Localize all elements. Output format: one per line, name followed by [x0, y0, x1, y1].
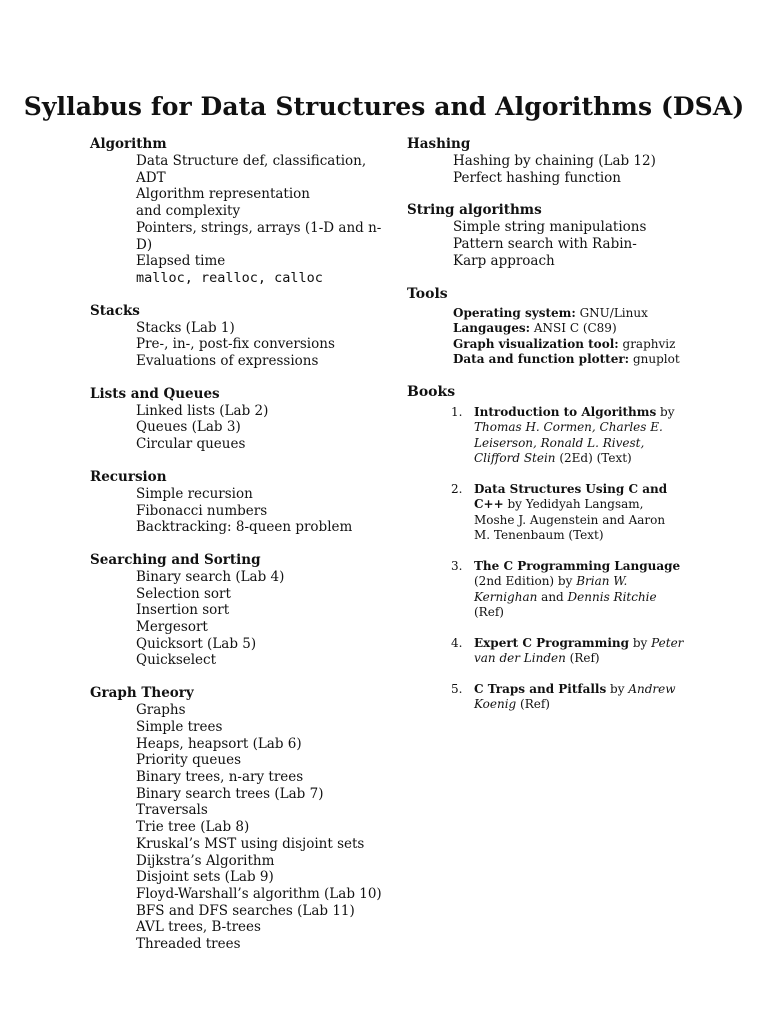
tool-label: Data and function plotter: — [453, 352, 630, 367]
topic-item: Pre-, in-, post-fix conversions — [136, 336, 335, 353]
section-heading: Stacks — [90, 302, 140, 319]
topic-item: Elapsed time — [136, 253, 226, 270]
book-number: 5. — [451, 681, 463, 696]
book-title: The C Programming Language — [474, 558, 681, 573]
topic-item: Queues (Lab 3) — [136, 419, 241, 436]
section-searching-sorting — [90, 552, 390, 669]
section-algorithm — [90, 136, 390, 287]
topic-list — [90, 569, 390, 669]
section-graph-theory — [90, 685, 390, 953]
topic-item: Threaded trees — [136, 936, 241, 953]
topic-item: Kruskal’s MST using disjoint sets — [136, 835, 365, 852]
topic-list — [90, 403, 390, 453]
topic-item: Simple recursion — [136, 485, 253, 502]
book-note: (Ref) — [565, 651, 600, 666]
topic-item: Perfect hashing function — [453, 169, 622, 186]
section-heading: Searching and Sorting — [90, 551, 261, 568]
book-item — [407, 559, 684, 621]
book-authors: Thomas H. Cormen, Charles E. Leiserson, Ronald L. Rivest, Clifford Stein — [474, 420, 663, 466]
book-by: (2nd Edition) by — [474, 574, 577, 589]
tool-label: Operating system: — [453, 305, 576, 320]
book-by: by — [606, 681, 629, 696]
book-authors: Dennis Ritchie — [567, 589, 657, 604]
book-note: Yedidyah Langsam, Moshe J. Augenstein and Aaron M. Tenenbaum (Text) — [474, 497, 666, 543]
tool-label: Langauges: — [453, 321, 531, 336]
book-item — [407, 405, 684, 467]
topic-item: Simple string manipulations — [453, 219, 647, 236]
section-hashing — [407, 136, 697, 186]
book-number: 4. — [451, 635, 463, 650]
tool-item — [453, 306, 697, 322]
book-item — [407, 482, 684, 544]
topic-item: Priority queues — [136, 752, 242, 769]
section-heading: Algorithm — [90, 136, 167, 152]
book-authors: Andrew Koenig — [474, 681, 676, 712]
tool-value: ANSI C (C89) — [533, 321, 617, 336]
tool-item — [453, 337, 697, 353]
topic-item: Backtracking: 8-queen problem — [136, 519, 353, 536]
topic-item: Binary search trees (Lab 7) — [136, 785, 324, 802]
topic-item: Data Structure def, classification, ADT — [136, 153, 367, 186]
topic-list — [90, 320, 390, 370]
book-number: 1. — [451, 404, 463, 419]
topic-item: Linked lists (Lab 2) — [136, 402, 269, 419]
book-note: (Ref) — [474, 605, 504, 620]
topic-item: Fibonacci numbers — [136, 502, 268, 519]
topic-item: malloc, realloc, calloc — [136, 269, 323, 286]
topic-item: Binary search (Lab 4) — [136, 568, 285, 585]
section-tools — [407, 286, 697, 368]
section-heading: Lists and Queues — [90, 385, 220, 402]
book-title: C Traps and Pitfalls — [474, 681, 607, 696]
book-list — [407, 405, 697, 713]
topic-item: Trie tree (Lab 8) — [136, 819, 250, 836]
topic-list — [407, 153, 697, 186]
book-title: Expert C Programming — [474, 635, 630, 650]
topic-item: Algorithm representation and complexity — [136, 186, 310, 220]
section-lists-queues — [90, 386, 390, 453]
book-authors: Peter van der Linden — [474, 635, 684, 666]
book-item — [407, 636, 684, 667]
right-column — [407, 136, 697, 729]
topic-item: Hashing by chaining (Lab 12) — [453, 153, 656, 169]
section-books — [407, 384, 697, 713]
section-stacks — [90, 303, 390, 370]
section-string-algorithms — [407, 202, 697, 269]
section-heading: Books — [407, 383, 456, 400]
topic-item: Pattern search with Rabin-Karp approach — [453, 236, 637, 269]
book-authors: Brian W. Kernighan — [474, 574, 628, 604]
topic-item: Disjoint sets (Lab 9) — [136, 869, 274, 886]
tool-value: gnuplot — [632, 352, 680, 367]
book-title: Introduction to Algorithms — [474, 404, 657, 419]
topic-item: AVL trees, B-trees — [136, 919, 261, 936]
topic-item: Mergesort — [136, 619, 208, 636]
topic-list — [90, 486, 390, 536]
tool-value: GNU/Linux — [579, 305, 648, 320]
book-by: by — [656, 404, 675, 419]
topic-item: Circular queues — [136, 436, 246, 453]
book-note: (Ref) — [516, 697, 550, 712]
topic-item: Floyd-Warshall’s algorithm (Lab 10) — [136, 885, 382, 902]
section-heading: Hashing — [407, 136, 471, 152]
topic-list — [90, 153, 390, 287]
book-number: 2. — [451, 481, 463, 496]
book-title: Data Structures Using C and C++ — [474, 481, 668, 512]
book-by: by — [629, 635, 652, 650]
topic-item: Simple trees — [136, 718, 223, 735]
topic-item: Evaluations of expressions — [136, 353, 319, 370]
book-by: by — [503, 497, 526, 512]
book-number: 3. — [451, 558, 463, 573]
topic-item: Quickselect — [136, 652, 217, 669]
topic-item: Pointers, strings, arrays (1-D and n-D) — [136, 219, 382, 253]
section-heading: String algorithms — [407, 202, 542, 219]
topic-item: Heaps, heapsort (Lab 6) — [136, 735, 302, 752]
topic-list — [407, 219, 697, 269]
book-note: (2Ed) (Text) — [555, 451, 632, 466]
tools-list — [407, 306, 697, 368]
section-heading: Recursion — [90, 468, 167, 485]
topic-item: Insertion sort — [136, 602, 230, 619]
topic-list — [90, 702, 390, 953]
page-title: Syllabus for Data Structures and Algorithms (DSA) — [23, 92, 745, 121]
topic-item: Dijkstra’s Algorithm — [136, 852, 275, 869]
tool-value: graphviz — [622, 336, 676, 351]
topic-item: Binary trees, n-ary trees — [136, 768, 304, 785]
section-recursion — [90, 469, 390, 536]
book-note: and — [537, 589, 568, 604]
topic-item: Traversals — [136, 802, 208, 819]
topic-item: Quicksort (Lab 5) — [136, 635, 257, 652]
topic-item: Stacks (Lab 1) — [136, 319, 235, 336]
topic-item: BFS and DFS searches (Lab 11) — [136, 902, 355, 919]
section-heading: Graph Theory — [90, 685, 194, 702]
left-column — [90, 136, 390, 969]
topic-item: Selection sort — [136, 585, 231, 602]
tool-item — [453, 321, 697, 337]
book-item — [407, 682, 684, 713]
tool-item — [453, 352, 697, 368]
tool-label: Graph visualization tool: — [453, 336, 619, 351]
topic-item: Graphs — [136, 702, 186, 719]
section-heading: Tools — [407, 285, 448, 302]
